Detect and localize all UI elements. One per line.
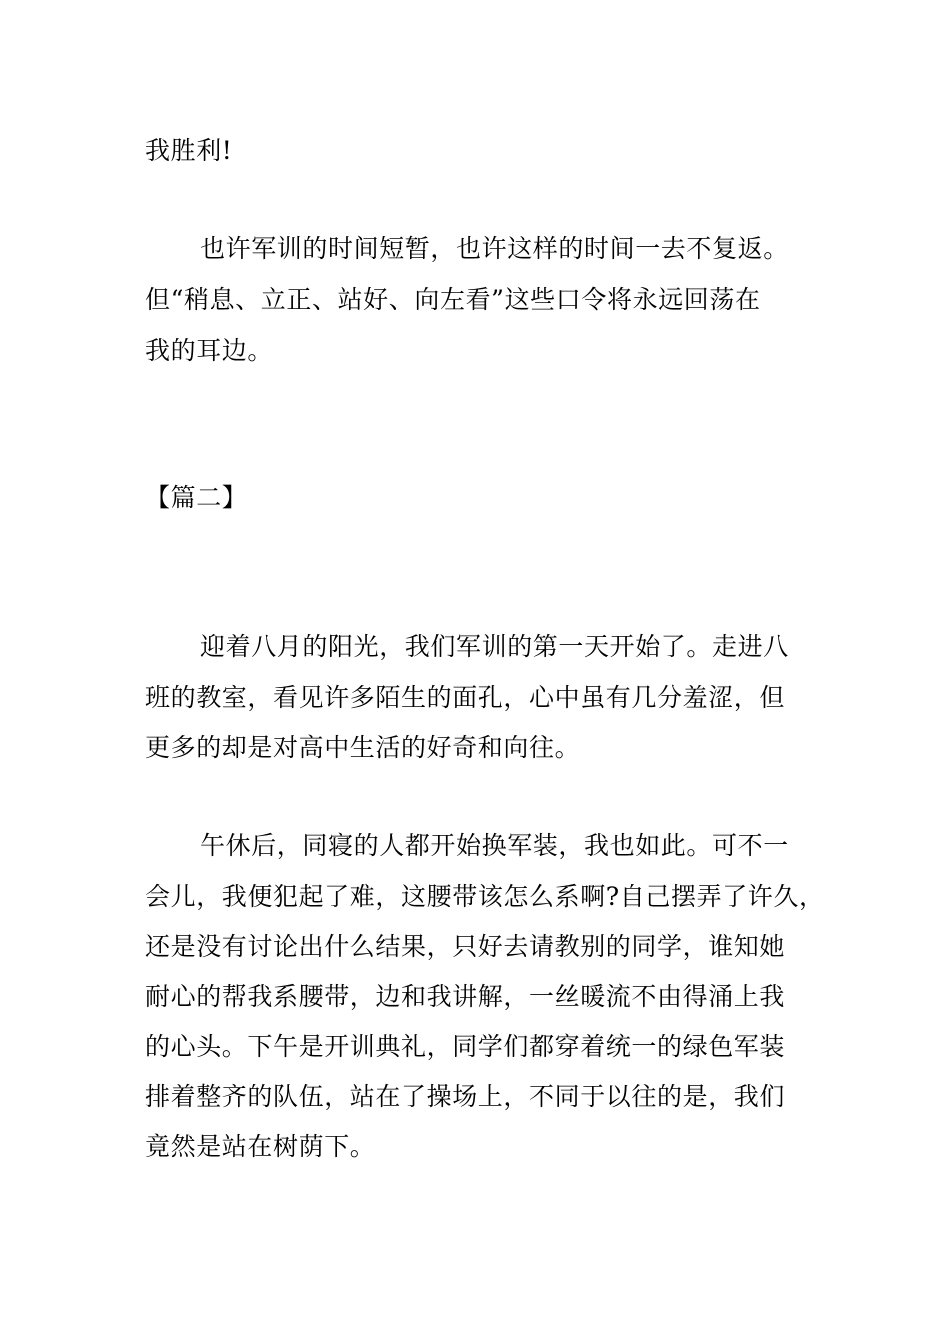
- text-line: 但“稍息、立正、站好、向左看”这些口令将永远回荡在: [145, 285, 761, 314]
- text-line: 我胜利!: [145, 136, 233, 165]
- text-line: 排着整齐的队伍，站在了操场上，不同于以往的是，我们: [145, 1082, 786, 1111]
- text-line: 我的耳边。: [145, 336, 274, 365]
- section-heading: 【篇二】: [145, 483, 248, 512]
- text-line: 会儿，我便犯起了难，这腰带该怎么系啊?自己摆弄了许久，: [145, 882, 825, 911]
- text-line: 午休后，同寝的人都开始换军装，我也如此。可不一: [200, 831, 789, 860]
- text-line: 还是没有讨论出什么结果，只好去请教别的同学，谁知她: [145, 932, 786, 961]
- text-line: 耐心的帮我系腰带，边和我讲解，一丝暖流不由得涌上我: [145, 982, 786, 1011]
- text-line: 的心头。下午是开训典礼，同学们都穿着统一的绿色军装: [145, 1032, 786, 1061]
- text-line: 也许军训的时间短暂，也许这样的时间一去不复返。: [200, 234, 789, 263]
- text-line: 竟然是站在树荫下。: [145, 1132, 376, 1161]
- text-line: 迎着八月的阳光，我们军训的第一天开始了。走进八: [200, 632, 789, 661]
- text-line: 班的教室，看见许多陌生的面孔，心中虽有几分羞涩，但: [145, 683, 786, 712]
- text-line: 更多的却是对高中生活的好奇和向往。: [145, 733, 581, 762]
